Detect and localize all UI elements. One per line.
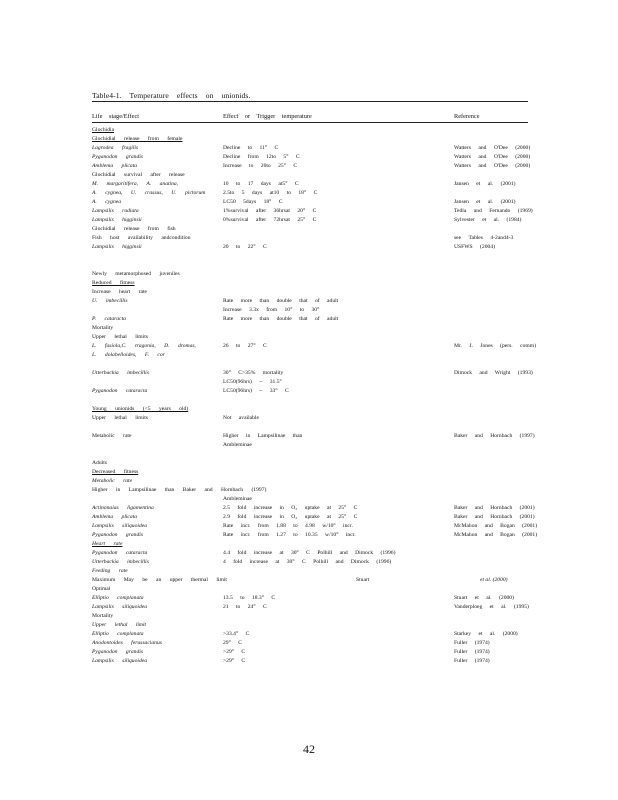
- table-row: [0, 234, 618, 243]
- reference-cell: Fuller (1974): [454, 649, 490, 655]
- table-row: [0, 621, 618, 630]
- table-row: [0, 540, 618, 549]
- reference-cell-suffix: et al. (2000): [480, 577, 508, 583]
- table-row: [0, 648, 618, 657]
- table-row: [0, 576, 618, 585]
- reference-cell: Fuller (1974): [454, 658, 490, 664]
- life-stage-cell: Glochidia: [92, 127, 115, 133]
- reference-cell: McMahon and Bogan (2001): [454, 532, 538, 538]
- life-stage-cell: Pyganodon cataracta: [92, 550, 148, 556]
- table-row: [0, 171, 618, 180]
- header-reference: Reference: [454, 113, 480, 120]
- life-stage-cell: M. margaritifera, A. anatina,: [92, 181, 179, 187]
- effect-cell: Not available: [223, 415, 259, 421]
- effect-cell: 10 to 17 days at5° C: [223, 181, 299, 187]
- table-row: [0, 315, 618, 324]
- effect-cell: Higher in Lampsilinae than: [223, 433, 303, 439]
- table-row: [0, 558, 618, 567]
- table-row: [0, 513, 618, 522]
- table-row: [0, 225, 618, 234]
- header-life-stage: Life stage/Effect: [92, 113, 140, 120]
- life-stage-cell: Lagrodea fragilis: [92, 145, 139, 151]
- life-stage-cell: A. cygnea, U. crassus, U. pictorum: [92, 190, 206, 196]
- table-row: [0, 279, 618, 288]
- effect-cell: 0%survival after 72hrsat 25° C: [223, 217, 317, 223]
- life-stage-cell: Lampsilis higginsii: [92, 244, 142, 250]
- reference-cell: Stuart et al. (2000): [454, 595, 514, 601]
- reference-cell: see Tables 4-2and4-3: [454, 235, 514, 241]
- table-row: [0, 522, 618, 531]
- life-stage-cell: Pyganodon cataracta: [92, 388, 148, 394]
- header-rule: [92, 122, 528, 123]
- effect-cell: Decline to 11° C: [223, 145, 279, 151]
- life-stage-cell: P. cataracta: [92, 316, 126, 322]
- table-row: [0, 180, 618, 189]
- table-row: [0, 504, 618, 513]
- life-stage-cell: Reduced fitness: [92, 280, 135, 286]
- table-row: [0, 603, 618, 612]
- table-row: [0, 342, 618, 351]
- reference-cell: Watters and O'Dee (2000): [454, 163, 531, 169]
- life-stage-cell: Utterbackia imbecillis: [92, 370, 149, 376]
- life-stage-cell: Feeding rate: [92, 568, 128, 574]
- life-stage-cell: Lampsilis higginsii: [92, 217, 142, 223]
- reference-cell: Sylvester et al. (1984): [454, 217, 522, 223]
- table-row: [0, 306, 618, 315]
- life-stage-cell: Newly metamorphosed juveniles: [92, 271, 180, 277]
- table-row: [0, 243, 618, 252]
- table-row: [0, 324, 618, 333]
- life-stage-cell: Mortality: [92, 613, 114, 619]
- effect-cell: 2.9 fold increase in O₂ uptake at 25° C: [223, 514, 358, 520]
- effect-cell: 2.5 fold increase in O₂ uptake at 25° C: [223, 505, 358, 511]
- effect-cell: >29° C: [223, 649, 246, 655]
- effect-cell: LC50 5days 18° C: [223, 199, 283, 205]
- effect-cell: 13.5 to 18.3° C: [223, 595, 276, 601]
- effect-cell: Ambleminae: [223, 496, 252, 502]
- table-title: Table4-1. Temperature effects on unionids.: [92, 91, 251, 100]
- life-stage-cell: Decreased fitness: [92, 469, 139, 475]
- effect-cell: LC50(96hrs) ~ 31.5°: [223, 379, 282, 385]
- table-row: [0, 531, 618, 540]
- table-row: [0, 459, 618, 468]
- table-row: [0, 153, 618, 162]
- table-row: [0, 612, 618, 621]
- life-stage-cell: Utterbackia imbecillis: [92, 559, 149, 565]
- life-stage-cell: Elliptio complanata: [92, 631, 144, 637]
- effect-cell: 29° C: [223, 640, 242, 646]
- life-stage-cell: Anodontoides ferussacianus: [92, 640, 162, 646]
- table-row: [0, 495, 618, 504]
- life-stage-cell: Maximum May be an upper thermal limit: [92, 577, 227, 583]
- reference-cell: Watters and O'Dee (2000): [454, 145, 531, 151]
- title-rule: [92, 101, 528, 102]
- life-stage-cell: Lampsilis siliquoidea: [92, 658, 148, 664]
- reference-cell: Stuart: [356, 577, 370, 583]
- effect-cell: LC50(96hrs) ~ 33° C: [223, 388, 289, 394]
- effect-cell: 2.5to 5 days at10 to 18° C: [223, 190, 318, 196]
- life-stage-cell: L. fasiola,C. tragonia, D. dromas,: [92, 343, 196, 349]
- header-effect-trigger: Effect or Trigger temperature: [223, 113, 312, 120]
- life-stage-cell: Upper lethal limits: [92, 415, 148, 421]
- reference-cell: Starkey et al. (2000): [454, 631, 518, 637]
- life-stage-cell: A. cygnea: [92, 199, 122, 205]
- effect-cell: 30° C>35% mortality: [223, 370, 284, 376]
- life-stage-cell: Amblema plicata: [92, 514, 138, 520]
- life-stage-cell: Lampsilis siliquoidea: [92, 604, 148, 610]
- reference-cell: Jansen et al. (2001): [454, 199, 516, 205]
- reference-cell: Baker and Hornbach (2001): [454, 505, 535, 511]
- table-row: [0, 405, 618, 414]
- life-stage-cell: Optimal: [92, 586, 111, 592]
- reference-cell: Dimock and Wright (1993): [454, 370, 533, 376]
- page-number: 42: [303, 742, 315, 756]
- life-stage-cell: U. imbecillis: [92, 298, 128, 304]
- life-stage-cell: Young unionids (<5 years old): [92, 406, 189, 412]
- table-row: [0, 144, 618, 153]
- life-stage-cell: Elliptio complanata: [92, 595, 144, 601]
- life-stage-cell: Glochidial release from female: [92, 136, 183, 142]
- effect-cell: 4 fold increase at 30° C Polhill and Dimock (1996): [223, 559, 392, 565]
- reference-cell: Mr. J. Jones (pers. comm): [454, 343, 536, 349]
- effect-cell: >33.4° C: [223, 631, 250, 637]
- life-stage-cell: Actinonaias ligamentina: [92, 505, 154, 511]
- life-stage-cell: Fish host availability andcondition: [92, 235, 191, 241]
- reference-cell: Watters and O'Dee (2000): [454, 154, 531, 160]
- life-stage-cell: Mortality: [92, 325, 114, 331]
- table-row: [0, 468, 618, 477]
- table-row: [0, 630, 618, 639]
- table-row: [0, 387, 618, 396]
- effect-cell: Decline from 12to 5° C: [223, 154, 300, 160]
- table-row: [0, 297, 618, 306]
- table-row: [0, 567, 618, 576]
- reference-cell: Fuller (1974): [454, 640, 490, 646]
- effect-cell: 1%survival after 36hrsat 20° C: [223, 208, 317, 214]
- life-stage-cell: Glochidial release from fish: [92, 226, 176, 232]
- reference-cell: USFWS (2004): [454, 244, 495, 250]
- table-row: [0, 486, 618, 495]
- table-row: [0, 351, 618, 360]
- table-row: [0, 369, 618, 378]
- life-stage-cell: Increase heart rate: [92, 289, 147, 295]
- life-stage-cell: L. dolabelloides, F. cor: [92, 352, 165, 358]
- life-stage-cell: Heart rate: [92, 541, 123, 547]
- effect-cell: Ambleminae: [223, 442, 252, 448]
- table-row: [0, 288, 618, 297]
- effect-cell: Increase 3.3x from 10° to 30°: [223, 307, 320, 313]
- table-row: [0, 162, 618, 171]
- effect-cell: Rate incr. from 1.27 to 10.35 w/10° incr.: [223, 532, 356, 538]
- effect-cell: >29° C: [223, 658, 246, 664]
- effect-cell: Rate incr. from 1.88 to 4.98 w/10° incr.: [223, 523, 353, 529]
- effect-cell: Increase to 20to 25° C: [223, 163, 298, 169]
- table-row: [0, 594, 618, 603]
- life-stage-cell: Glochidial survival after release: [92, 172, 185, 178]
- life-stage-cell: Higher in Lampsilinae than Baker and Hornbach (1997): [92, 487, 267, 493]
- life-stage-cell: Lampsilis siliquoidea: [92, 523, 148, 529]
- reference-cell: Tedla and Fernando (1969): [454, 208, 533, 214]
- table-row: [0, 477, 618, 486]
- table-row: [0, 432, 618, 441]
- reference-cell: Baker and Hornbach (1997): [454, 433, 535, 439]
- effect-cell: Rate more than double that of adult: [223, 298, 339, 304]
- life-stage-cell: Metabolic rate: [92, 478, 133, 484]
- table-row: [0, 207, 618, 216]
- effect-cell: 21 to 24° C: [223, 604, 267, 610]
- reference-cell: Baker and Hornbach (2001): [454, 514, 535, 520]
- table-row: [0, 378, 618, 387]
- table-row: [0, 441, 618, 450]
- effect-cell: 20 to 22° C: [223, 244, 267, 250]
- life-stage-cell: Upper lethal limit: [92, 622, 147, 628]
- reference-cell: McMahon and Bogan (2001): [454, 523, 538, 529]
- reference-cell: Jansen et al. (2001): [454, 181, 516, 187]
- life-stage-cell: Lampsilis radiata: [92, 208, 139, 214]
- life-stage-cell: Upper lethal limits: [92, 334, 148, 340]
- table-row: [0, 639, 618, 648]
- effect-cell: 26 to 27° C: [223, 343, 267, 349]
- effect-cell: 4.4 fold increase at 30° C Polhill and Dimock (1996): [223, 550, 396, 556]
- table-row: [0, 270, 618, 279]
- reference-cell: Vanderploeg et al. (1995): [454, 604, 529, 610]
- table-row: [0, 198, 618, 207]
- table-row: [0, 333, 618, 342]
- effect-cell: Rate more than double that of adult: [223, 316, 339, 322]
- table-row: [0, 135, 618, 144]
- table-row: [0, 657, 618, 666]
- life-stage-cell: Adults: [92, 460, 107, 466]
- table-row: [0, 585, 618, 594]
- table-row: [0, 549, 618, 558]
- life-stage-cell: Pyganodon grandis: [92, 649, 143, 655]
- table-row: [0, 189, 618, 198]
- life-stage-cell: Metabolic rate: [92, 433, 132, 439]
- life-stage-cell: Amblema plicata: [92, 163, 138, 169]
- table-row: [0, 126, 618, 135]
- table-row: [0, 216, 618, 225]
- life-stage-cell: Pyganodon grandis: [92, 532, 143, 538]
- life-stage-cell: Pyganodon grandis: [92, 154, 143, 160]
- table-row: [0, 414, 618, 423]
